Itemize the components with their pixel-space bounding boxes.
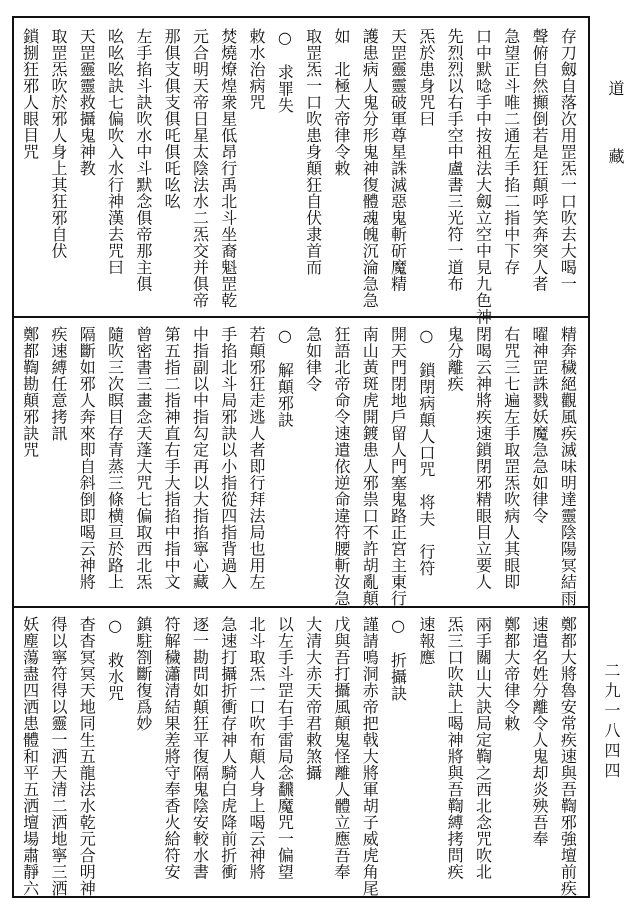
scripture-page	[12, 16, 590, 898]
text-column: 中指副以中指勾定再以大指掐寧心藏	[190, 326, 210, 590]
text-panel-upper	[14, 18, 588, 325]
text-column: 閉喝云神將疾速鎖閉邪精眼目立要人	[473, 326, 493, 590]
text-column: 以左手斗罡右手雷局念飜魔咒一偏望	[275, 616, 295, 880]
text-column: 鄭都大將魯安常疾速與吾鞫邪強壇前疾	[558, 616, 578, 897]
text-column: 急速打攝折衝存神人騎白虎降前折衝	[218, 616, 238, 880]
text-column: 天罡靈靈救攝鬼神教	[77, 28, 97, 177]
text-column: 狂語北帝命令速遣依逆命違符腰斬汝急	[331, 326, 351, 607]
text-column: 取罡炁一口吹患身顛狂自伏隶首而	[303, 28, 323, 276]
text-column: 左手掐斗訣吹水中斗默念俱帝那主俱	[133, 28, 153, 292]
text-panel-middle	[14, 316, 588, 608]
text-column: 敕水治病咒	[247, 28, 267, 111]
text-column: 逐一勘問如顛狂平復隔鬼陰安較水書	[190, 616, 210, 880]
text-column: 疾速縛任意拷訊	[48, 326, 68, 442]
text-column: 存刀劔自落次用罡炁一口吹去大喝一	[558, 28, 578, 292]
text-column: ○ 折攝訣	[388, 616, 408, 702]
text-column: 得以寧符得以靈一洒天清二洒地寧三洒	[48, 616, 68, 897]
text-column: ○ 救水咒	[105, 616, 125, 702]
text-column: 若顛邪狂走逃人者即行拜法局也用左	[247, 326, 267, 590]
text-column: 妖塵蕩盡四洒患體和平五洒壇場肅靜六	[20, 616, 40, 897]
text-column: 急如律令	[303, 326, 323, 392]
text-column: 符解穢瀟清結果差將守奉香火給符安	[162, 616, 182, 880]
text-column: 鄭都鞫勘顛邪訣咒	[20, 326, 40, 458]
text-column: 速遣名姓分離令人鬼却炎殃吾奉	[530, 616, 550, 847]
text-column: 如 北極大帝律令敕	[331, 28, 351, 177]
text-column: 第五指二指神直右手大指掐中指中文	[162, 326, 182, 590]
text-column: ○ 鎖閉病顛人口咒 将夫 行符	[416, 326, 436, 577]
text-column: 手掐北斗局邪訣以小指從四指背過入	[218, 326, 238, 590]
text-column: 兩手關山大訣局定鞫之西北念咒吹北	[473, 616, 493, 880]
text-column: 右咒三七遍左手取罡炁吹病人其眼即	[501, 326, 521, 590]
text-column: 吆吆吆訣七偏吹入水行神漢去咒曰	[105, 28, 125, 276]
text-column: 速報應	[416, 616, 436, 666]
text-column: 炁於患身咒曰	[416, 28, 436, 127]
text-column: 護患病人鬼分形鬼神復體魂魄沉淪急急	[360, 28, 380, 309]
text-column: 取罡炁吹於邪人身上其狂邪自伏	[48, 28, 68, 259]
text-column: 鬼分離疾	[445, 326, 465, 392]
text-column: 天罡靈靈破軍尊星誅滅惡鬼斬斫魔精	[388, 28, 408, 292]
text-column: ○ 求罪失	[275, 28, 295, 114]
text-column: 鄭都大帝律令敕	[501, 616, 521, 732]
text-column: 大清大赤天帝君敕煞攝	[303, 616, 323, 781]
text-column: 杳杳冥冥天地同生五龍法水乾元合明神	[77, 616, 97, 897]
text-column: 鎖捌狂邪人眼目咒	[20, 28, 40, 160]
text-column: 急望正斗唯二通左手掐二指中下存	[501, 28, 521, 276]
text-column: 炁三口吹訣上喝神將與吾鞫縛拷問疾	[445, 616, 465, 880]
volume-label: 道 藏	[606, 80, 625, 182]
text-column: 謹請鳴洞赤帝把戟大將軍胡子威虎角尾	[360, 616, 380, 897]
text-column: 元合明天帝日星太陰法水二炁交并俱帝	[190, 28, 210, 309]
text-column: 先烈烈以右手空中盧書三光符一道布	[445, 28, 465, 292]
text-column: 那俱支俱支俱吒俱吒吆吆	[162, 28, 182, 210]
text-column: 隨吹三次瞑目存青蒸三條横亘於路上	[105, 326, 125, 590]
text-column: 戊與吾打攝風顛鬼怪離人體立應吾奉	[331, 616, 351, 880]
text-column: 南山黃斑虎開鍍患人邪祟口不許胡亂顛	[360, 326, 380, 607]
page-number: 二九一八四四	[602, 662, 621, 782]
text-column: 精奔穢絕觀風疾滅味明達靈陰陽冥結雨	[558, 326, 578, 607]
text-column: ○ 解顛邪訣	[275, 326, 295, 428]
text-column: 鎮駐劄斷復爲妙	[133, 616, 153, 732]
text-panel-lower	[14, 606, 588, 896]
text-column: 曾密書三畫念天蓬大咒七偏取西北炁	[133, 326, 153, 590]
text-column: 聲俯自然攧倒若是狂顛呼笑奔突人者	[530, 28, 550, 292]
text-column: 北斗取炁一口吹布顛人身上喝云神將	[247, 616, 267, 880]
text-column: 口中默唸手中按祖法大劔立空中見九色神	[473, 28, 493, 325]
text-column: 曜神罡誅戮妖魔急急如律令	[530, 326, 550, 524]
text-column: 開天門閉地戶留人門塞鬼路正宮主東行	[388, 326, 408, 607]
text-column: 焚燒燎煌衆星低昂行禹北斗坐裔魁罡乾	[218, 28, 238, 309]
text-column: 隔斷如邪人奔來即自斜倒即喝云神將	[77, 326, 97, 590]
